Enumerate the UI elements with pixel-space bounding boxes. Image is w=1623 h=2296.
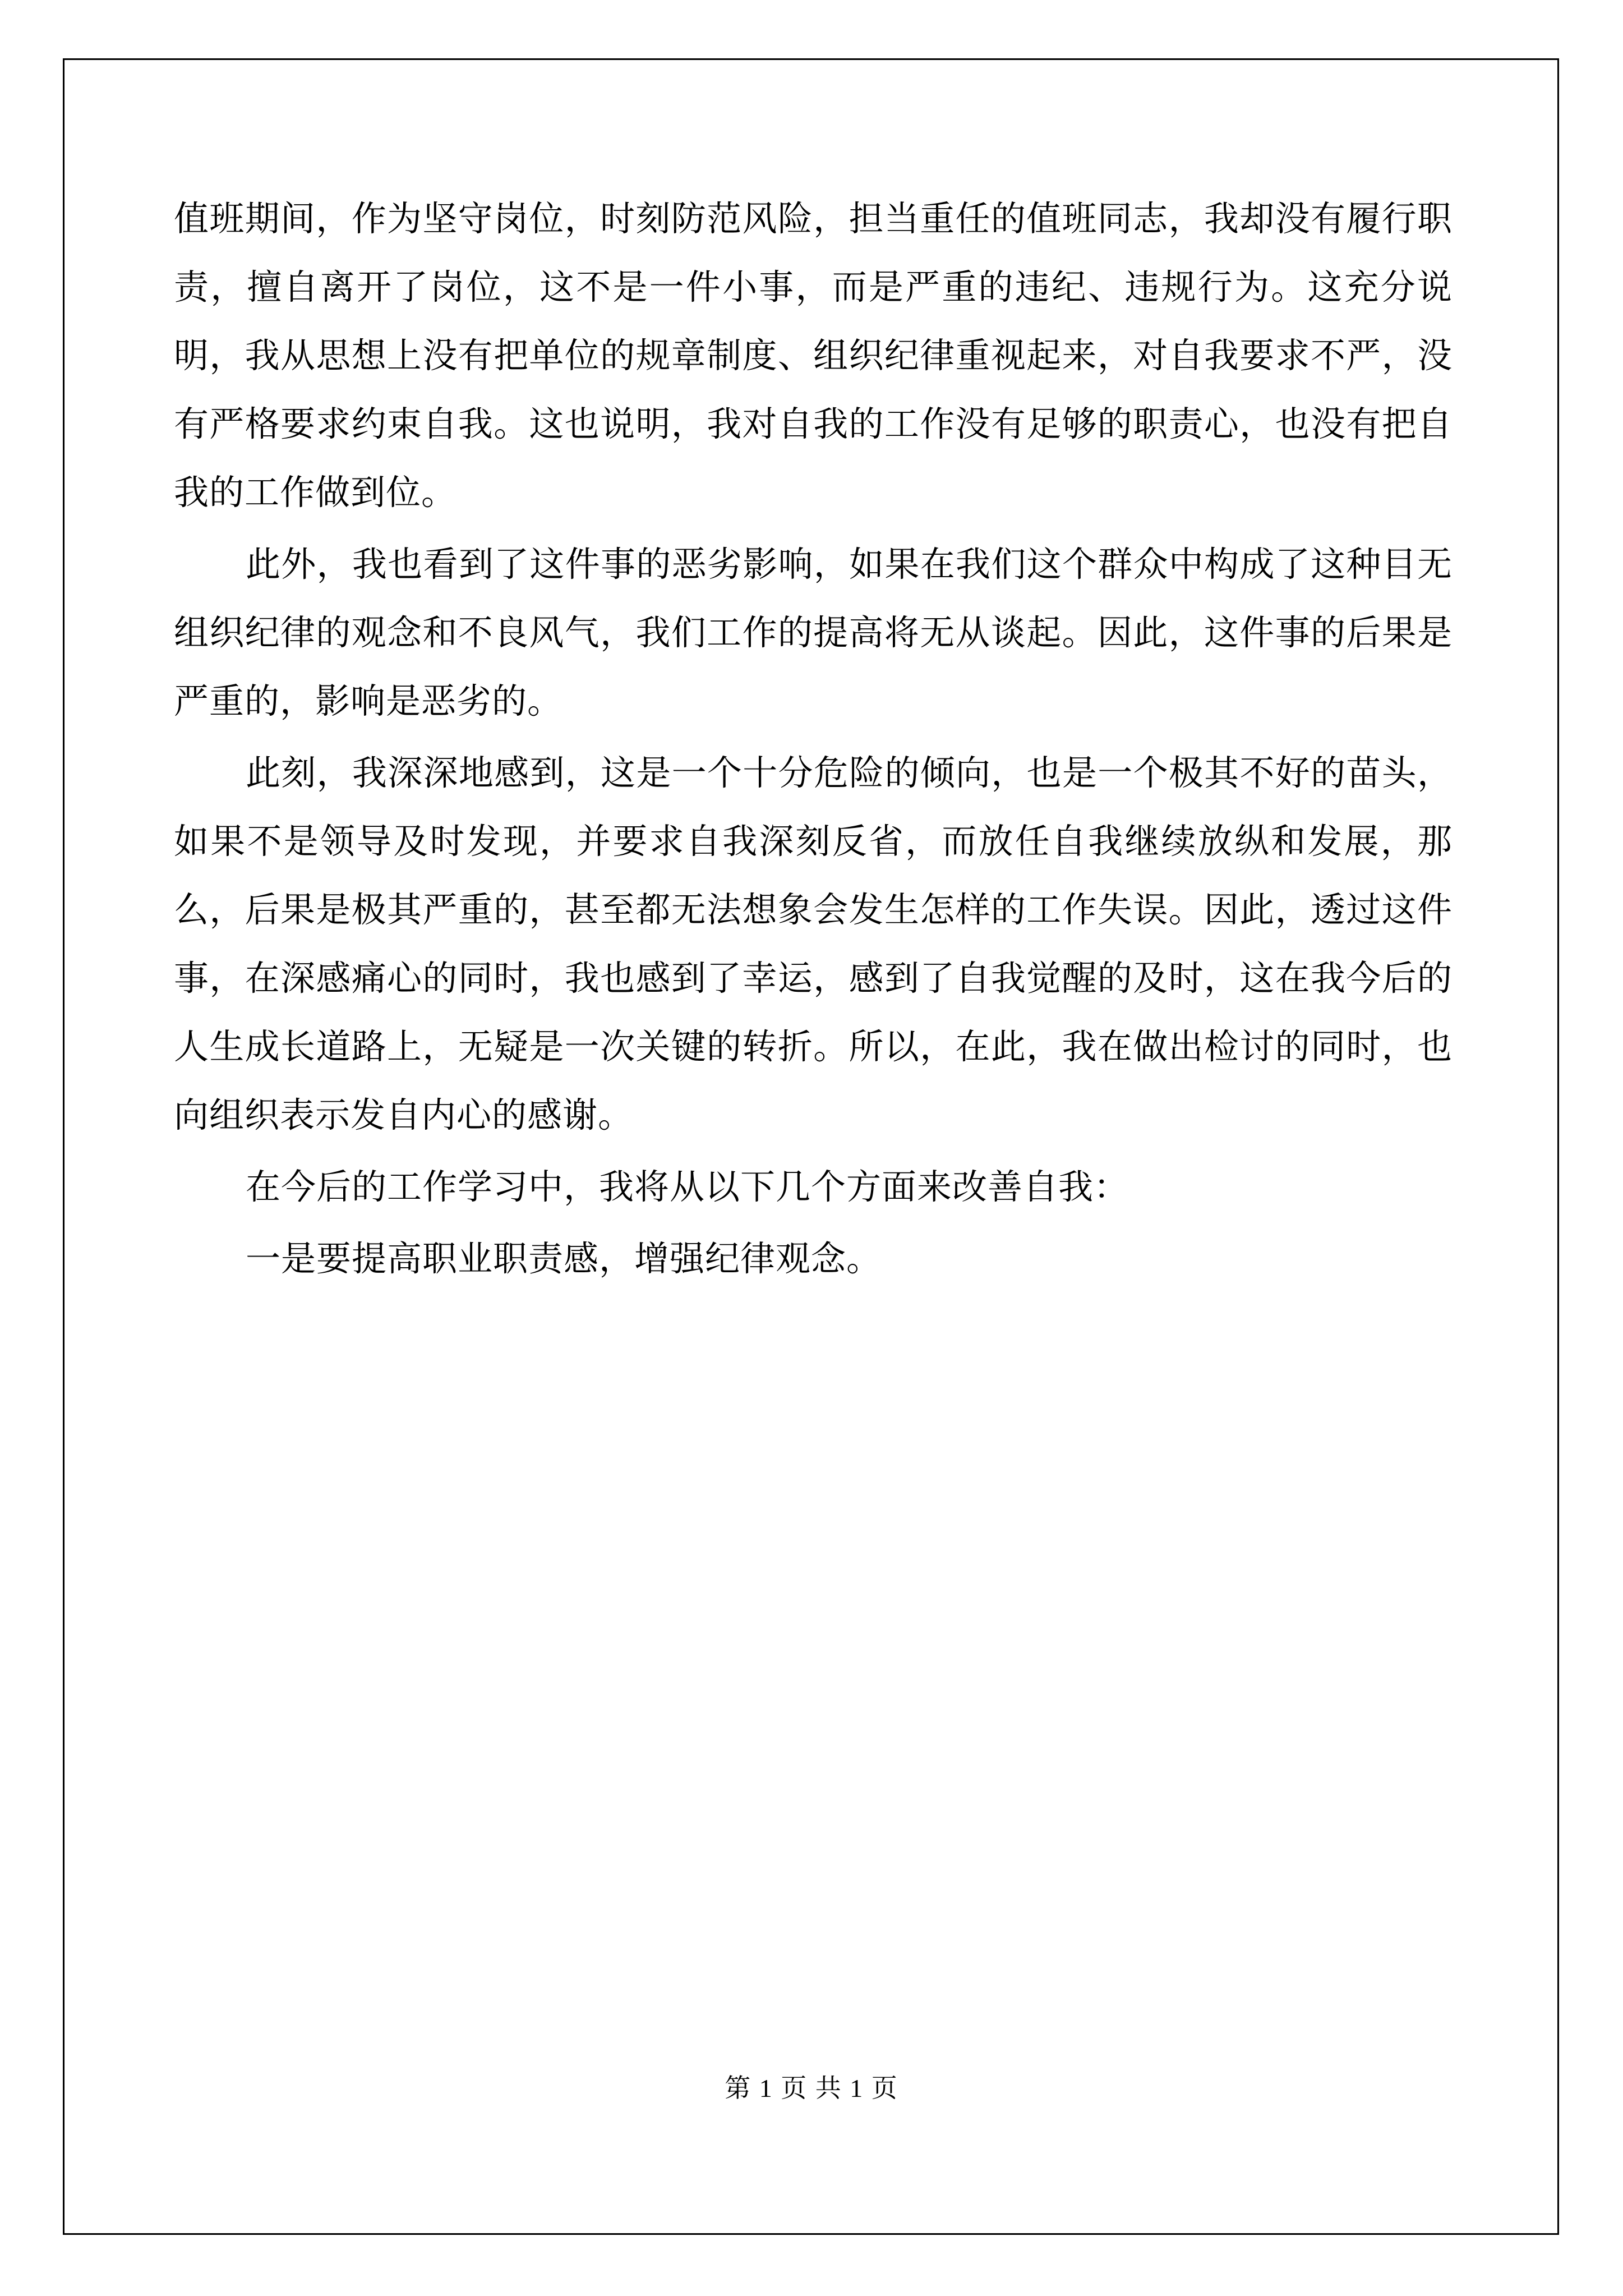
paragraph: 一是要提高职业职责感，增强纪律观念。 bbox=[246, 1240, 882, 1278]
paragraph: 在今后的工作学习中，我将从以下几个方面来改善自我： bbox=[246, 1168, 1129, 1207]
paragraph: 此刻，我深深地感到，这是一个十分危险的倾向，也是一个极其不好的苗头，如果不是领导及时发现，并要求自我深刻反省，而放任自我继续放纵和发展，那么，后果是极其严重的，甚至都无法想象会发生怎样的工作失误。因此，透过这件事，在深感痛心的同时，我也感到了幸运，感到了自我觉醒的及时，这在我今后的人生成长道路上，无疑是一次关键的转折。所以，在此，我在做出检讨的同时，也向组织表示发自内心的感谢。 bbox=[174, 754, 1453, 1135]
paragraph: 此外，我也看到了这件事的恶劣影响，如果在我们这个群众中构成了这种目无组织纪律的观念和不良风气，我们工作的提高将无从谈起。因此，这件事的后果是严重的，影响是恶劣的。 bbox=[174, 546, 1453, 721]
document-body bbox=[174, 185, 1453, 1297]
page-footer: 第 1 页 共 1 页 bbox=[725, 2074, 898, 2102]
paragraph: 值班期间，作为坚守岗位，时刻防范风险，担当重任的值班同志，我却没有履行职责，擅自离开了岗位，这不是一件小事，而是严重的违纪、违规行为。这充分说明，我从思想上没有把单位的规章制度、组织纪律重视起来，对自我要求不严，没有严格要求约束自我。这也说明，我对自我的工作没有足够的职责心，也没有把自我的工作做到位。 bbox=[174, 200, 1453, 512]
